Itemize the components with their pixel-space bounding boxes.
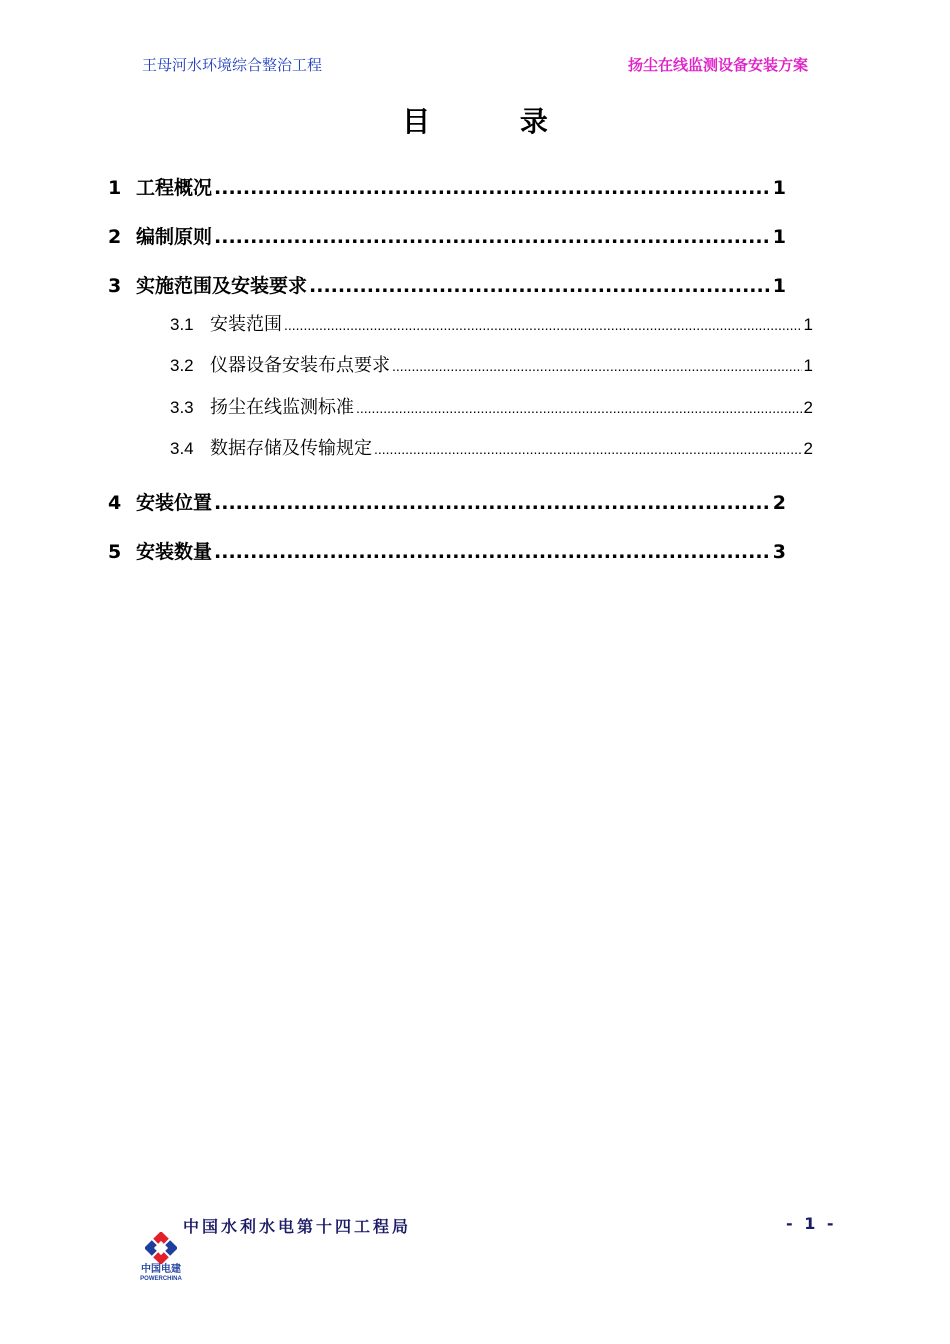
toc-entry-5[interactable] [108,537,786,564]
toc-leader-dots [214,177,771,199]
toc-entry-3[interactable] [108,271,786,298]
toc-entry-number: 1 [108,177,122,199]
toc-entry-number: 3.4 [170,439,194,458]
toc-entry-number: 3 [108,275,122,297]
toc-entry-number: 3.1 [170,315,194,334]
logo-chinese-text: 中国电建 [141,1264,181,1275]
toc-entry-3-1[interactable] [170,310,813,336]
toc-leader-dots [284,317,802,333]
toc-entry-3-4[interactable] [170,434,813,460]
toc-entry-page: 1 [803,315,813,334]
toc-leader-dots [309,275,771,297]
toc-entry-number: 4 [108,492,122,514]
toc-leader-dots [392,358,802,374]
toc-leader-dots [356,400,802,416]
toc-entry-title: 数据存储及传输规定 [210,438,372,459]
toc-entry-3-2[interactable] [170,351,813,377]
toc-entry-title: 工程概况 [136,177,213,199]
toc-entry-4[interactable] [108,488,786,515]
footer-organization: 中国水利水电第十四工程局 [183,1217,412,1236]
toc-leader-dots [214,226,771,248]
toc-entry-page: 2 [803,439,813,458]
toc-entry-page: 2 [803,398,813,417]
toc-entry-page: 1 [772,226,786,248]
header-project-name: 王母河水环境综合整治工程 [142,56,323,74]
toc-entry-title: 安装位置 [136,492,213,514]
logo-english-text: POWERCHINA [140,1276,182,1282]
toc-entry-title: 仪器设备安装布点要求 [210,355,390,376]
toc-entry-page: 3 [772,541,786,563]
toc-entry-page: 1 [772,275,786,297]
footer-page-number: - 1 - [786,1214,837,1233]
toc-entry-number: 2 [108,226,122,248]
toc-entry-title: 编制原则 [136,226,213,248]
toc-entry-title: 安装范围 [210,314,282,335]
toc-heading: 目 录 [402,105,588,138]
toc-entry-page: 1 [803,356,813,375]
toc-entry-number: 5 [108,541,122,563]
toc-leader-dots [214,541,771,563]
toc-entry-title: 安装数量 [136,541,213,563]
toc-entry-title: 实施范围及安装要求 [136,275,308,297]
toc-entry-page: 2 [772,492,786,514]
toc-entry-3-3[interactable] [170,393,813,419]
toc-leader-dots [214,492,771,514]
toc-entry-2[interactable] [108,222,786,249]
header-document-title: 扬尘在线监测设备安装方案 [627,56,808,74]
toc-entry-number: 3.2 [170,356,194,375]
toc-leader-dots [374,441,802,457]
toc-entry-page: 1 [772,177,786,199]
toc-entry-number: 3.3 [170,398,194,417]
powerchina-emblem-icon [145,1232,177,1264]
powerchina-logo [136,1231,186,1287]
toc-entry-1[interactable] [108,173,786,200]
toc-entry-title: 扬尘在线监测标准 [210,397,354,418]
